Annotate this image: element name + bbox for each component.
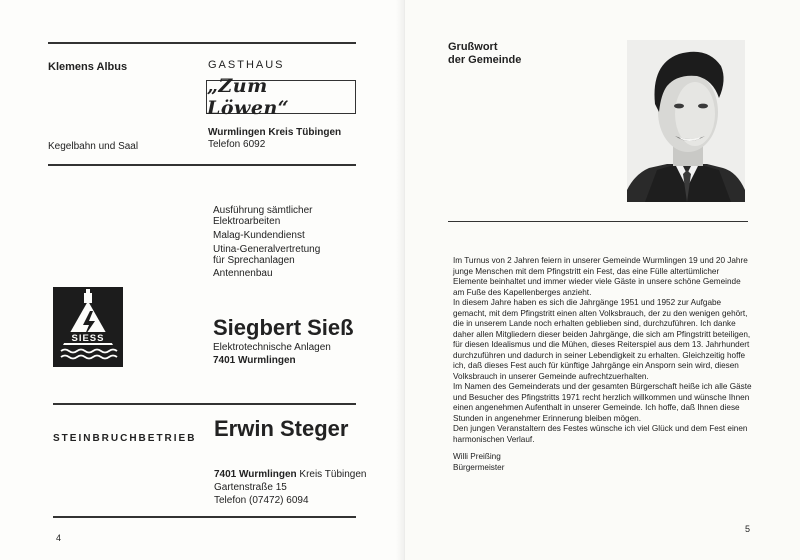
greeting-paragraph-1: Im Turnus von 2 Jahren feiern in unserer Gemeinde Wurmlingen 19 und 20 Jahre junge Menschen mit dem Pfingstritt ein Fest, das eine Fülle altertümlicher Elemente beinhaltet und immer wieder viele Gäste in unsere schöne Gemeinde am Fuße des Kapellenberges anzieht.: [453, 256, 748, 297]
section-title-line-1: Grußwort: [448, 41, 498, 53]
greeting-paragraph-3: Im Namen des Gemeinderats und der gesamten Bürgerschaft heiße ich alle Gäste und Besucher des Pfingstritts 1971 recht herzlich willkommen und wünsche Ihnen einen angenehmen Aufenthalt in unserer Gemeinde. Ich hoffe, daß Ihnen diese Stunden in angenehmer Erinnerung bleiben mögen.: [453, 382, 752, 423]
steger-name: Erwin Steger: [214, 416, 349, 441]
siess-town: 7401 Wurmlingen: [213, 355, 296, 366]
steger-street: Gartenstraße 15: [214, 482, 287, 493]
greeting-body-text: [453, 256, 753, 473]
steger-phone: Telefon (07472) 6094: [214, 495, 309, 506]
albus-name: Klemens Albus: [48, 61, 128, 73]
greeting-paragraph-4: Den jungen Veranstaltern des Festes wünsche ich viel Glück und dem Fest einen harmonischen Verlauf.: [453, 424, 748, 444]
inn-name: „Zum Löwen“: [207, 75, 290, 119]
siess-logo-text: SIESS: [71, 333, 105, 344]
rule-before-steger: [53, 403, 356, 405]
service-line-2: Elektroarbeiten: [213, 216, 281, 227]
signature-name: Willi Preißing: [453, 452, 501, 461]
right-page-rule: [448, 221, 748, 222]
page-number-right: 5: [745, 524, 751, 534]
service-line-4: Utina-Generalvertretung: [213, 244, 321, 255]
steger-address-district: Kreis Tübingen: [296, 469, 367, 480]
steinbruch-label: STEINBRUCHBETRIEB: [53, 433, 197, 444]
service-line-3: Malag-Kundendienst: [213, 230, 305, 241]
signature-title: Bürgermeister: [453, 462, 505, 472]
service-line-5: für Sprechanlagen: [213, 255, 295, 266]
siess-subtitle: Elektrotechnische Anlagen: [213, 342, 331, 353]
mayor-portrait-photo: [627, 40, 745, 202]
page-number-left: 4: [56, 533, 62, 543]
siess-logo: [53, 287, 123, 367]
albus-phone: Telefon 6092: [208, 139, 266, 150]
top-rule: [48, 42, 356, 44]
rule-after-albus: [48, 164, 356, 166]
service-line-1: Ausführung sämtlicher: [213, 205, 313, 216]
steger-address-town: 7401 Wurmlingen: [214, 469, 297, 480]
gasthaus-label: GASTHAUS: [208, 59, 285, 71]
siess-name: Siegbert Sieß: [213, 315, 354, 340]
albus-amenities: Kegelbahn und Saal: [48, 141, 139, 152]
service-line-6: Antennenbau: [213, 268, 273, 279]
albus-address: Wurmlingen Kreis Tübingen: [208, 127, 342, 138]
steger-address: [214, 469, 366, 481]
bottom-rule: [53, 516, 356, 518]
greeting-paragraph-2: In diesem Jahre haben es sich die Jahrgänge 1951 und 1952 zur Aufgabe gemacht, mit dem Pfingstritt einen alten Volksbrauch, der zu den wenigen gehört, die in unserem Lande noch erhalten geblieben sind, durchzuführen. Ich danke daher allen Mitgliedern dieser beiden Jahrgänge, die sich am Pfingstritt beteiligen, für diesen Idealismus und die Mühen, dieses Reiterspiel aus dem 13. Jahrhundert durchzuführen und dadurch in seiner Lebendigkeit zu erhalten. Gleichzeitig hoffe ich, daß dieses Fest auch für künftige Jahrgänge ein Ansporn sein wird, diesen Volksbrauch in unserer Gemeinde aufrechtzuerhalten.: [453, 298, 751, 381]
section-title-line-2: der Gemeinde: [448, 54, 522, 66]
inn-name-box: [206, 75, 356, 119]
